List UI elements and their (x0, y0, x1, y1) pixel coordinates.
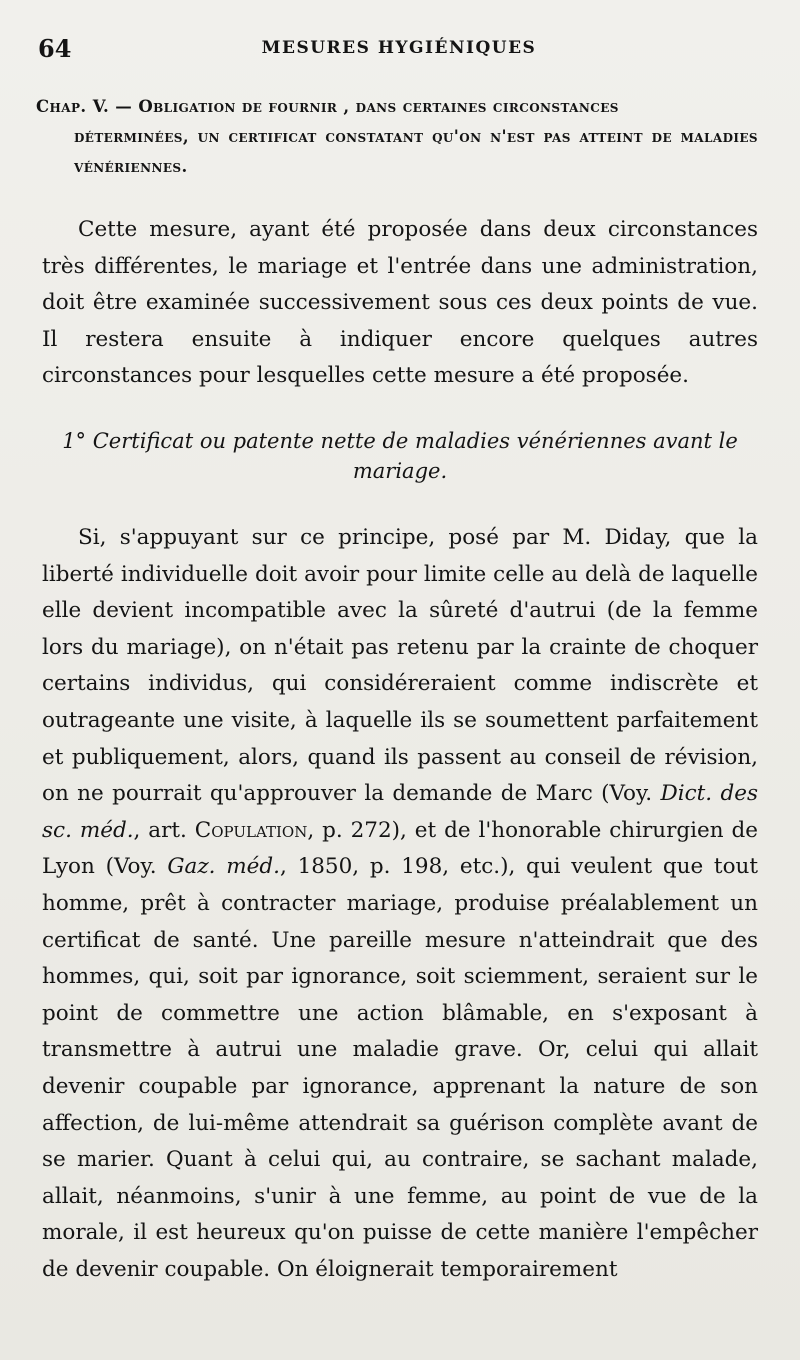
chapter-title-line1: Obligation de fournir , dans certaines circonstances (138, 97, 619, 116)
intro-paragraph (42, 212, 758, 395)
citation-gazette: Gaz. méd. (167, 854, 280, 880)
main-text-seg1: Si, s'appuyant sur ce principe, posé par M. Diday, que la liberté individuelle doit avoir pour limite celle au delà de laquelle elle devient incompatible avec la sûreté d'autrui (de la femme lors du mariage), on n'était pas retenu par la crainte de choquer certains individus, qui considéreraient comme indiscrète et outrageante une visite, à laquelle ils se soumettent parfaitement et publiquement, alors, quand ils passent au conseil de révision, on ne pourrait qu'approuver la demande de Marc (Voy. (42, 525, 758, 807)
main-text-seg4: , 1850, p. 198, etc.), qui veulent que tout homme, prêt à contracter mariage, produise préalablement un certificat de santé. Une pareille mesure n'atteindrait que des hommes, qui, soit par ignorance, soit sciemment, seraient sur le point de commettre une action blâmable, en s'exposant à transmettre à autrui une maladie grave. Or, celui qui allait devenir coupable par ignorance, apprenant la nature de son affection, de lui-même attendrait sa guérison complète avant de se marier. Quant à celui qui, au contraire, se sachant malade, allait, néanmoins, s'unir à une femme, au point de vue de la morale, il est heureux qu'on puisse de cette manière l'empêcher de devenir coupable. On éloignerait temporairement (42, 854, 759, 1282)
running-head: MESURES HYGIÉNIQUES (261, 38, 537, 58)
page-number: 64 (38, 34, 72, 63)
section-title: 1° Certificat ou patente nette de maladies vénériennes avant le mariage. (62, 429, 738, 483)
citation-article: Copulation (194, 817, 308, 843)
main-text-seg2: , art. (133, 817, 195, 843)
chapter-heading (36, 92, 758, 182)
intro-text: Cette mesure, ayant été proposée dans deux circonstances très différentes, le mariage et l'entrée dans une administration, doit être examinée successivement sous ces deux points de vue. Il restera ensuite à indiquer encore quelques autres circonstances pour lesquelles cette mesure a été proposée. (42, 217, 758, 389)
main-paragraph (42, 520, 758, 1288)
page-header (38, 34, 760, 64)
main-text-seg3: , p. 272), et de l'honorable chirurgien de Lyon (Voy. (42, 817, 759, 880)
chapter-title-line2: déterminées, un certificat constatant qu'on n'est pas atteint de maladies vénériennes. (74, 127, 758, 176)
chapter-label: Chap. V. (36, 97, 110, 116)
main-text (42, 520, 758, 1288)
chapter-dash: — (109, 97, 139, 116)
citation-dict: Dict. des sc. méd. (42, 781, 759, 843)
